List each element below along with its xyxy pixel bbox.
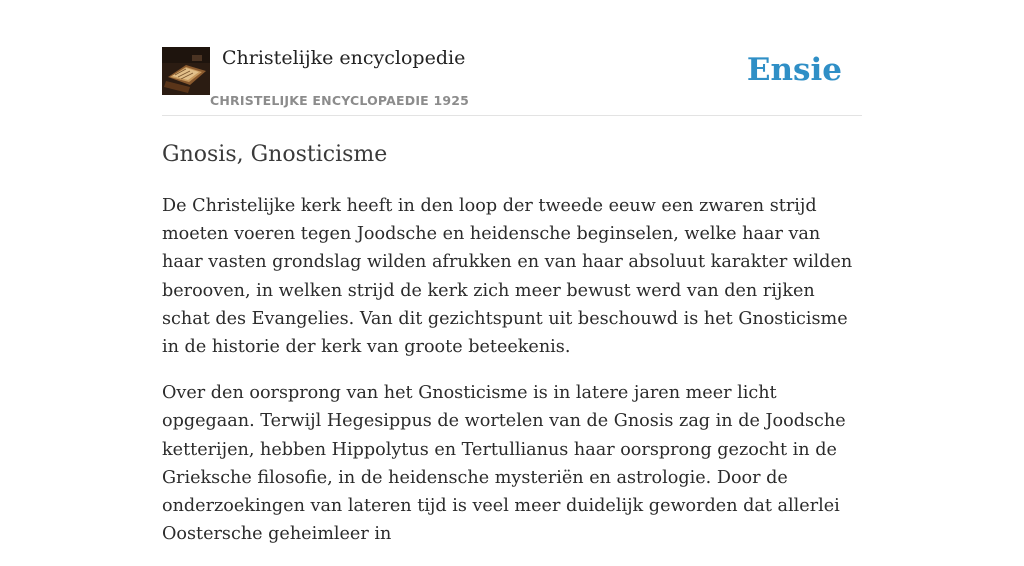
book-image-icon [162, 47, 210, 95]
source-avatar[interactable] [162, 47, 210, 95]
article-body [162, 192, 862, 566]
article-paragraph: Over den oorsprong van het Gnosticisme is in latere jaren meer licht opgegaan. Terwijl Hegesippus de wortelen van de Gnosis zag in de Joodsche ketterijen, hebben Hippolytus en Tertullianus haar oorsprong gezocht in de Grieksche filosofie, in de heidensche mysteriën en astrologie. Door de onderzoekingen van lateren tijd is veel meer duidelijk geworden dat allerlei Oostersche geheimleer in [162, 383, 846, 545]
ensie-logo[interactable]: Ensie [746, 52, 842, 88]
site-name[interactable]: Christelijke encyclopedie [222, 47, 466, 69]
header [162, 0, 862, 116]
article-title: Gnosis, Gnosticisme [162, 142, 388, 167]
content-container [162, 0, 862, 545]
article-paragraph: De Christelijke kerk heeft in den loop der tweede eeuw een zwaren strijd moeten voeren tegen Joodsche en heidensche beginselen, welke haar van haar vasten grondslag wilden afrukken en van haar absoluut karakter wilden berooven, in welken strijd de kerk zich meer bewust werd van den rijken schat des Evangelies. Van dit gezichtspunt uit beschouwd is het Gnosticisme in de historie der kerk van groote beteekenis. [162, 196, 853, 358]
source-name[interactable]: CHRISTELIJKE ENCYCLOPAEDIE 1925 [210, 93, 470, 108]
